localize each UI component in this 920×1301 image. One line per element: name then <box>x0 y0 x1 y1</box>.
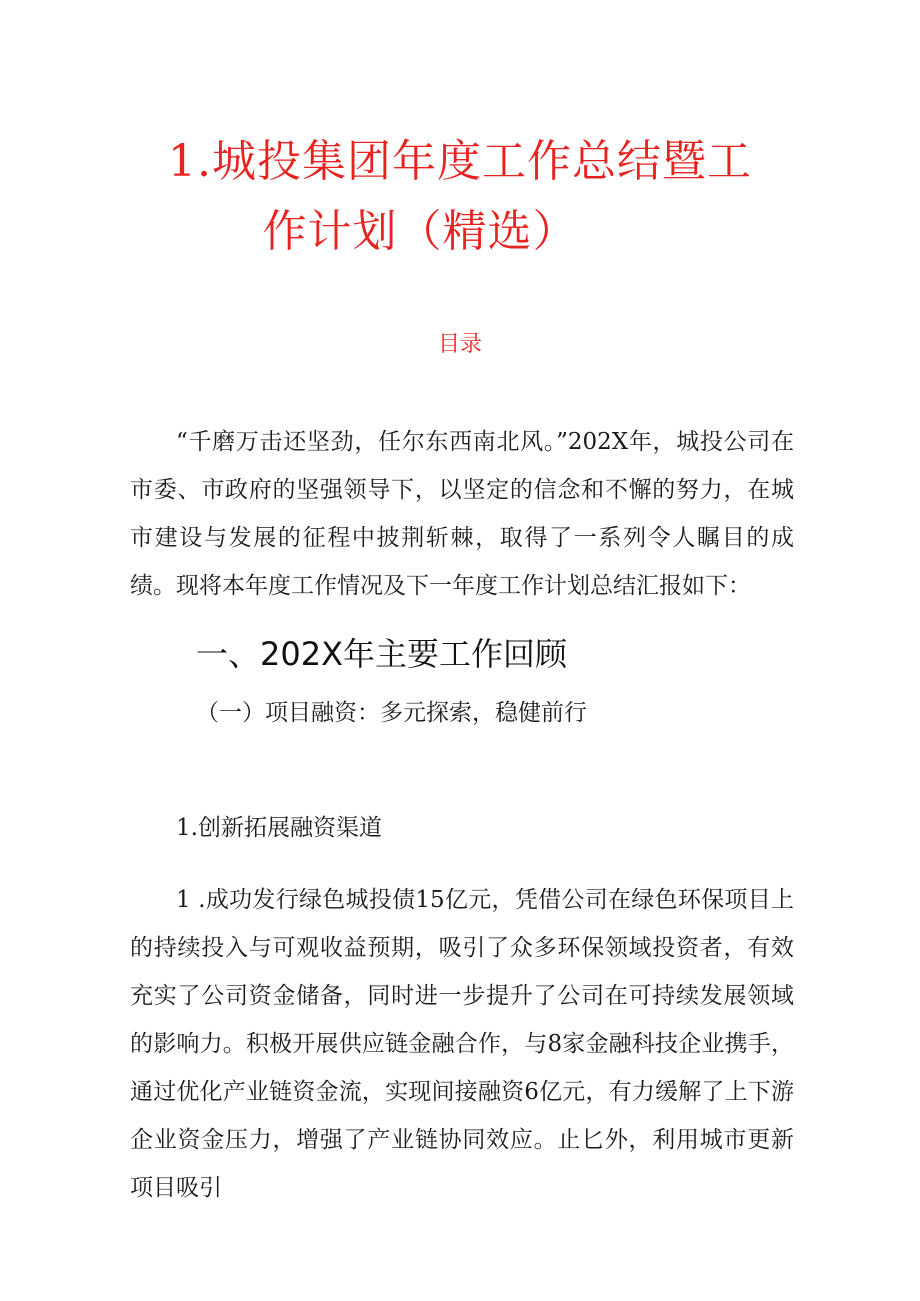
intro-paragraph: “千磨万击还坚劲，任尔东西南北风。”202X年，城投公司在市委、市政府的坚强领导下，以坚定的信念和不懈的努力，在城市建设与发展的征程中披荆斩棘，取得了一系列令人瞩目的成绩。现将本年度工作情况及下一年度工作计划总结汇报如下： <box>130 429 794 599</box>
document-title-line-2: 作计划（精选） <box>262 206 578 257</box>
body-paragraph: 1 .成功发行绿色城投债15亿元，凭借公司在绿色环保项目上的持续投入与可观收益预期，吸引了众多环保领域投资者，有效充实了公司资金储备，同时进一步提升了公司在可持续发展领域的影响力。积极开展供应链金融合作，与8家金融科技企业携手，通过优化产业链资金流，实现间接融资6亿元，有力缓解了上下游企业资金压力，增强了产业链协同效应。止匕外，利用城市更新项目吸引 <box>130 887 794 1201</box>
table-of-contents-label: 目录 <box>437 332 482 357</box>
document-title-line-1: 1.城投集团年度工作总结暨工 <box>168 136 752 187</box>
section-heading: 一、202X年主要工作回顾 <box>196 635 568 673</box>
subsection-heading: （一）项目融资：多元探索，稳健前行 <box>196 700 587 726</box>
item-heading: 1.创新拓展融资渠道 <box>176 815 382 841</box>
